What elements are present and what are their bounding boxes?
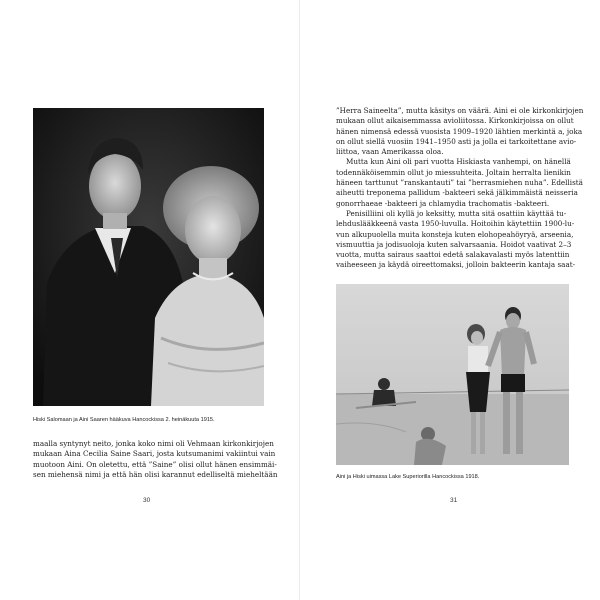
text-line: vismuuttia ja jodisuoloja kuten salvarsaania. Hoidot vaativat 2–3 — [336, 239, 572, 249]
text-line: todennäköisemmin ollut jo miessuhteita. Joltain herralta lienikin — [336, 167, 571, 177]
text-line: vaiheeseen ja käydä oireettomaksi, jolloin bakteerin kantaja saat- — [336, 260, 576, 270]
wedding-photo-caption: Hiski Salomaan ja Aini Saaren hääkuva Hancockissa 2. heinäkuuta 1915. — [33, 417, 215, 423]
text-line: vuotta, mutta sairaus saattoi edetä salakavalasti myös latenttiin — [336, 250, 570, 260]
text-line: ”Herra Saineelta”, mutta käsitys on väärä. Aini ei ole kirkonkirjojen — [336, 106, 584, 115]
text-line: sen miehensä nimi ja että hän olisi karannut edelliseltä mieheltään — [33, 469, 278, 479]
page-number: 30 — [143, 497, 151, 504]
text-line: liittoa, vaan Amerikassa oloa. — [336, 147, 444, 157]
text-line: Penisilliini oli kyllä jo keksitty, mutta sitä osattiin käyttää tu- — [346, 208, 567, 218]
text-line: muotoon Aini. On oletettu, että ”Saine” olisi ollut hänen ensimmäi- — [33, 459, 277, 469]
right-body-text — [336, 106, 584, 271]
lake-photo-caption: Aini ja Hiski uimassa Lake Superiorilla Hancockissa 1918. — [336, 474, 480, 480]
text-line: aiheutti treponema pallidum -bakteeri sekä jälkimmäistä neisseria — [336, 188, 578, 198]
lake-photo — [336, 284, 569, 465]
text-line: häneen tarttunut ”ranskantauti” tai ”herrasmiehen nuha”. Edellistä — [336, 178, 583, 188]
left-body-text — [33, 439, 278, 480]
text-line: hänen nimensä edessä vuosista 1909–1920 lähtien merkintä a, joka — [336, 126, 583, 136]
text-line: Mutta kun Aini oli pari vuotta Hiskiasta vanhempi, on hänellä — [346, 157, 571, 167]
text-line: mukaan Aina Cecilia Saine Saari, josta kutsumanimi vakiintui vain — [33, 449, 276, 459]
text-line: gonorrhaeae -bakteeri ja chlamydia trachomatis -bakteeri. — [336, 198, 550, 208]
page-number: 31 — [450, 497, 458, 504]
text-line: maalla syntynyt neito, jonka koko nimi oli Vehmaan kirkonkirjojen — [33, 439, 274, 448]
text-line: mukaan ollut aikaisemmassa avioliitossa. Kirkonkirjoissa on ollut — [336, 116, 574, 126]
text-line: lehduslääkkeenä vasta 1950-luvulla. Hoitoihin käytettiin 1900-lu- — [336, 219, 575, 229]
text-line: on ollut siellä vuosiin 1941–1950 asti ja jolla ei tarkoitettane avio- — [336, 136, 577, 146]
text-line: vun alkupuolella muita konsteja kuten elohopeahöyryä, arseenia, — [336, 229, 574, 239]
wedding-photo — [33, 108, 264, 406]
right-page — [300, 0, 600, 600]
